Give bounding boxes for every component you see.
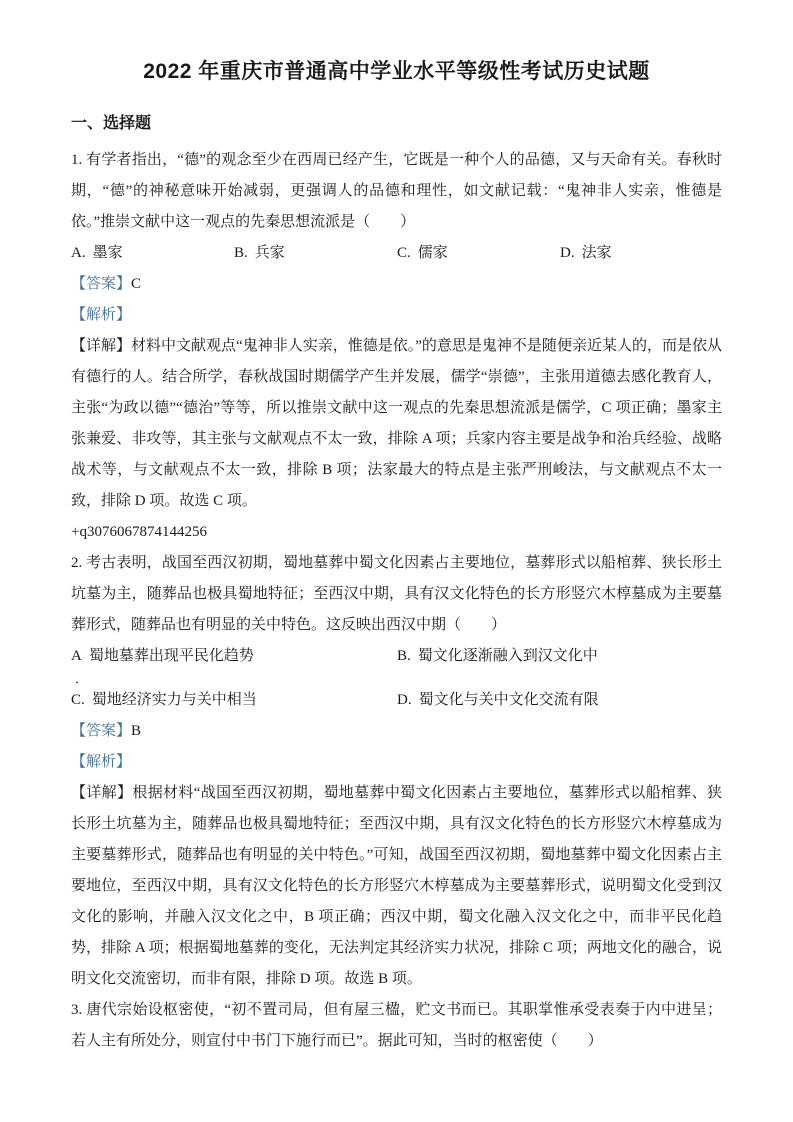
option-text: 蜀文化逐渐融入到汉文化中 <box>417 648 598 664</box>
option-text: 兵家 <box>254 245 285 261</box>
answer-value: C <box>131 276 142 292</box>
question-2-explanation <box>71 778 722 995</box>
option-text: 蜀文化与关中文化交流有限 <box>418 692 599 708</box>
question-2-option-c <box>71 685 397 716</box>
option-key: B. <box>397 648 411 664</box>
detail-label: 【详解】 <box>71 338 132 354</box>
question-1 <box>71 145 722 548</box>
question-1-option-d <box>560 238 722 269</box>
analysis-label: 【解析】 <box>71 754 132 770</box>
option-key: C. <box>397 245 411 261</box>
question-1-options <box>71 238 722 269</box>
question-1-option-a <box>71 238 234 269</box>
question-2-answer-line <box>71 716 722 747</box>
question-1-analysis-line <box>71 300 722 331</box>
question-1-explanation <box>71 331 722 517</box>
answer-label: 【答案】 <box>71 276 132 292</box>
question-1-option-b <box>234 238 397 269</box>
option-text: 法家 <box>581 245 612 261</box>
question-2 <box>71 548 722 995</box>
question-1-answer-line <box>71 269 722 300</box>
question-2-options-row-2 <box>71 685 722 716</box>
question-2-analysis-line <box>71 747 722 778</box>
option-key: D. <box>397 692 412 708</box>
question-2-option-b <box>397 641 722 672</box>
option-key: A. <box>71 245 86 261</box>
option-key: D. <box>560 245 575 261</box>
option-text: 蜀地经济实力与关中相当 <box>91 692 257 708</box>
detail-text: 根据材料“战国至西汉初期，蜀地墓葬中蜀文化因素占主要地位，墓葬形式以船棺葬、狭长形土坑墓为主，随葬品也极具蜀地特征；至西汉中期，具有汉文化特色的长方形竖穴木椁墓成为主要墓葬形式，随葬品也有明显的关中特色。”可知，战国至西汉初期，蜀地墓葬中蜀文化因素占主要地位，至西汉中期，具有汉文化特色的长方形竖穴木椁墓成为主要墓葬形式，说明蜀文化受到汉文化的影响，并融入汉文化之中，B 项正确；西汉中期，蜀文化融入汉文化之中，而非平民化趋势，排除 A 项；根据蜀地墓葬的变化，无法判定其经济实力状况，排除 C 项；两地文化的融合，说明文化交流密切，而非有限，排除 D 项。故选 B 项。 <box>71 785 722 987</box>
option-text: 蜀地墓葬出现平民化趋势 <box>88 648 254 664</box>
question-3-stem: 3. 唐代宗始设枢密使，“初不置司局，但有屋三楹，贮文书而已。其职掌惟承受表奏于内中进呈；若人主有所处分，则宣付中书门下施行而已”。据此可知，当时的枢密使（ ） <box>71 1002 722 1049</box>
answer-label: 【答案】 <box>71 723 132 739</box>
option-text: 墨家 <box>92 245 123 261</box>
question-1-stem: 1. 有学者指出，“德”的观念至少在西周已经产生，它既是一种个人的品德，又与天命有关。春秋时期，“德”的神秘意味开始减弱，更强调人的品德和理性，如文献记载：“鬼神非人实亲，惟德是依。”推崇文献中这一观点的先秦思想流派是（ ） <box>71 152 722 230</box>
option-key: C. <box>71 692 85 708</box>
question-1-option-c <box>397 238 560 269</box>
analysis-label: 【解析】 <box>71 307 132 323</box>
stray-period-artifact: ． <box>75 671 89 686</box>
question-2-option-d <box>397 685 722 716</box>
page-title: 2022 年重庆市普通高中学业水平等级性考试历史试题 <box>143 60 650 83</box>
question-3 <box>71 995 722 1057</box>
option-key: A <box>71 648 82 664</box>
watermark-code: +q3076067874144256 <box>71 524 207 540</box>
question-2-options-row-1 <box>71 641 722 672</box>
answer-value: B <box>131 723 142 739</box>
option-text: 儒家 <box>417 245 448 261</box>
section-heading-multiple-choice: 一、选择题 <box>71 115 152 132</box>
option-key: B. <box>234 245 248 261</box>
question-2-stem: 2. 考古表明，战国至西汉初期，蜀地墓葬中蜀文化因素占主要地位，墓葬形式以船棺葬、狭长形土坑墓为主，随葬品也极具蜀地特征；至西汉中期，具有汉文化特色的长方形竖穴木椁墓成为主要墓葬形式，随葬品也有明显的关中特色。这反映出西汉中期（ ） <box>71 555 722 633</box>
detail-text: 材料中文献观点“鬼神非人实亲，惟德是依。”的意思是鬼神不是随便亲近某人的，而是依从有德行的人。结合所学，春秋战国时期儒学产生并发展，儒学“崇德”，主张用道德去感化教育人，主张“为政以德”“德治”等等，所以推崇文献中这一观点的先秦思想流派是儒学，C 项正确；墨家主张兼爱、非攻等，其主张与文献观点不太一致，排除 A 项；兵家内容主要是战争和治兵经验、战略战术等，与文献观点不太一致，排除 B 项；法家最大的特点是主张严刑峻法，与文献观点不太一致，排除 D 项。故选 C 项。 <box>71 338 722 509</box>
question-2-option-a <box>71 641 397 672</box>
detail-label: 【详解】 <box>71 785 133 801</box>
